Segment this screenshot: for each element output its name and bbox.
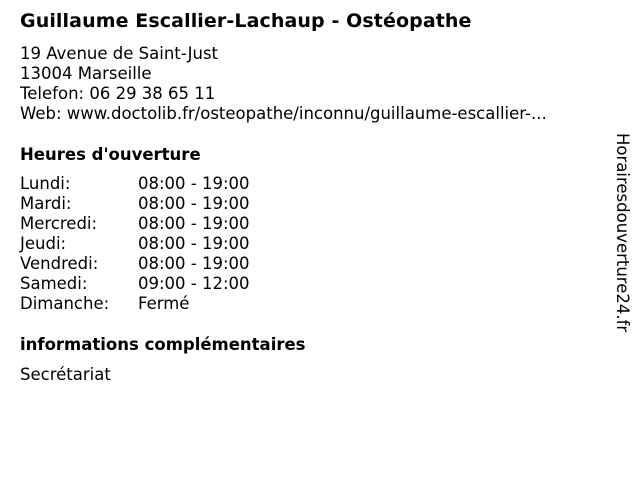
hours-row [20,274,250,294]
day-label: Samedi: [20,274,88,293]
street-address: 19 Avenue de Saint-Just [20,44,219,63]
day-label: Jeudi: [20,234,67,253]
hours-row [20,294,250,314]
time-value: 08:00 - 19:00 [138,254,250,273]
hours-heading: Heures d'ouverture [20,145,201,164]
hours-row [20,254,250,274]
phone-number: Telefon: 06 29 38 65 11 [20,84,216,103]
hours-row [20,234,250,254]
hours-row [20,174,250,194]
info-heading: informations complémentaires [20,335,306,354]
day-label: Dimanche: [20,294,110,313]
time-value: 08:00 - 19:00 [138,234,250,253]
opening-hours-table [20,174,250,314]
day-label: Mercredi: [20,214,98,233]
city-address: 13004 Marseille [20,64,152,83]
time-value: Fermé [138,294,190,313]
site-watermark: Horairesdouverture24.fr [613,133,632,333]
day-label: Mardi: [20,194,72,213]
time-value: 08:00 - 19:00 [138,194,250,213]
day-label: Lundi: [20,174,71,193]
time-value: 08:00 - 19:00 [138,174,250,193]
website-line[interactable] [20,104,547,124]
business-name: Guillaume Escallier-Lachaup - Ostéopathe [20,10,472,32]
info-text: Secrétariat [20,365,111,384]
time-value: 09:00 - 12:00 [138,274,250,293]
website-link[interactable]: Web: www.doctolib.fr/osteopathe/inconnu/guillaume-escallier-... [20,104,547,123]
hours-row [20,214,250,234]
time-value: 08:00 - 19:00 [138,214,250,233]
hours-row [20,194,250,214]
day-label: Vendredi: [20,254,99,273]
address-block [20,44,547,124]
